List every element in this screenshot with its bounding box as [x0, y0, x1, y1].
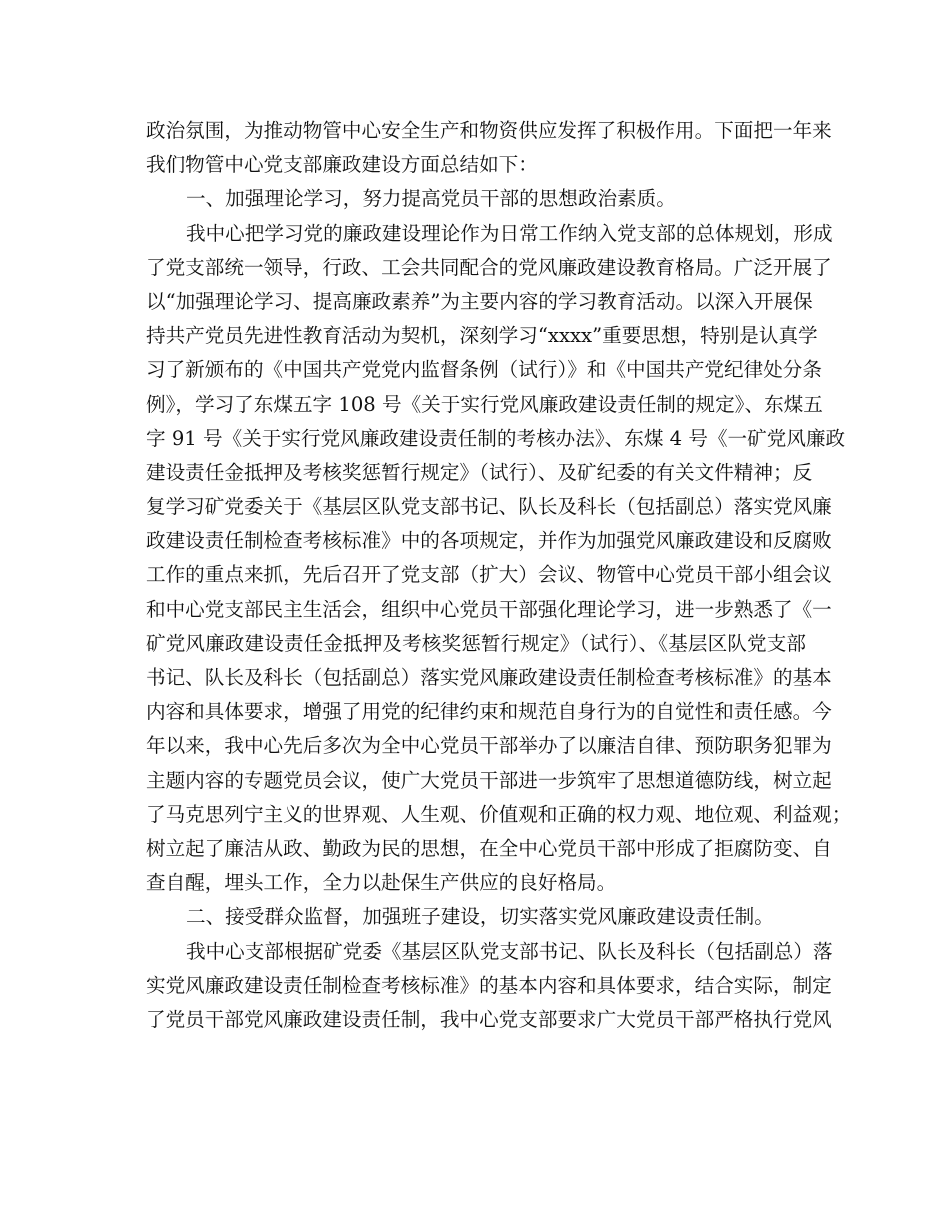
text-line: 矿党风廉政建设责任金抵押及考核奖惩暂行规定》（试行）、《基层区队党支部: [146, 631, 806, 655]
text-line: 查自醒，埋头工作，全力以赴保生产供应的良好格局。: [146, 871, 617, 895]
text-line: 内容和具体要求，增强了用党的纪律约束和规范自身行为的自觉性和责任感。今: [146, 700, 832, 724]
text-line: 了党员干部党风廉政建设责任制，我中心党支部要求广大党员干部严格执行党风: [146, 1007, 832, 1031]
text-line: 政治氛围，为推动物管中心安全生产和物资供应发挥了积极作用。下面把一年来: [146, 119, 832, 142]
text-line: 我中心支部根据矿党委《基层区队党支部书记、队长及科长（包括副总）落: [186, 939, 833, 963]
text-line: 习了新颁布的《中国共产党党内监督条例（试行）》和《中国共产党纪律处分条: [146, 358, 822, 382]
text-line: 例》，学习了东煤五字 108 号《关于实行党风廉政建设责任制的规定》、东煤五: [146, 392, 823, 416]
text-line: 年以来，我中心先后多次为全中心党员干部举办了以廉洁自律、预防职务犯罪为: [146, 734, 832, 758]
text-line: 和中心党支部民主生活会，组织中心党员干部强化理论学习，进一步熟悉了《一: [146, 597, 832, 621]
text-line: 工作的重点来抓，先后召开了党支部（扩大）会议、物管中心党员干部小组会议: [146, 563, 832, 587]
text-line: 主题内容的专题党员会议，使广大党员干部进一步筑牢了思想道德防线，树立起: [146, 768, 832, 792]
section-heading: 二、接受群众监督，加强班子建设，切实落实党风廉政建设责任制。: [186, 905, 774, 929]
text-line: 持共产党员先进性教育活动为契机，深刻学习“xxxx”重要思想，特别是认真学: [146, 324, 818, 348]
text-line: 字 91 号《关于实行党风廉政建设责任制的考核办法》、东煤 4 号《一矿党风廉政: [146, 426, 846, 450]
text-line: 以“加强理论学习、提高廉政素养”为主要内容的学习教育活动。以深入开展保: [146, 289, 813, 313]
text-line: 复学习矿党委关于《基层区队党支部书记、队长及科长（包括副总）落实党风廉: [146, 495, 832, 519]
text-line: 书记、队长及科长（包括副总）落实党风廉政建设责任制检查考核标准》的基本: [146, 666, 832, 689]
text-line: 我们物管中心党支部廉政建设方面总结如下：: [146, 153, 538, 177]
text-line: 我中心把学习党的廉政建设理论作为日常工作纳入党支部的总体规划，形成: [186, 221, 833, 245]
text-line: 建设责任金抵押及考核奖惩暂行规定》（试行）、及矿纪委的有关文件精神；反: [146, 460, 813, 484]
text-line: 了党支部统一领导，行政、工会共同配合的党风廉政建设教育格局。广泛开展了: [146, 255, 832, 279]
text-line: 了马克思列宁主义的世界观、人生观、价值观和正确的权力观、地位观、利益观；: [146, 802, 852, 826]
body-text: [146, 114, 852, 1037]
text-line: 树立起了廉洁从政、勤政为民的思想，在全中心党员干部中形成了拒腐防变、自: [146, 836, 832, 860]
section-heading: 一、加强理论学习，努力提高党员干部的思想政治素质。: [186, 187, 676, 211]
text-line: 政建设责任制检查考核标准》中的各项规定，并作为加强党风廉政建设和反腐败: [146, 529, 832, 553]
text-line: 实党风廉政建设责任制检查考核标准》的基本内容和具体要求，结合实际，制定: [146, 973, 832, 997]
